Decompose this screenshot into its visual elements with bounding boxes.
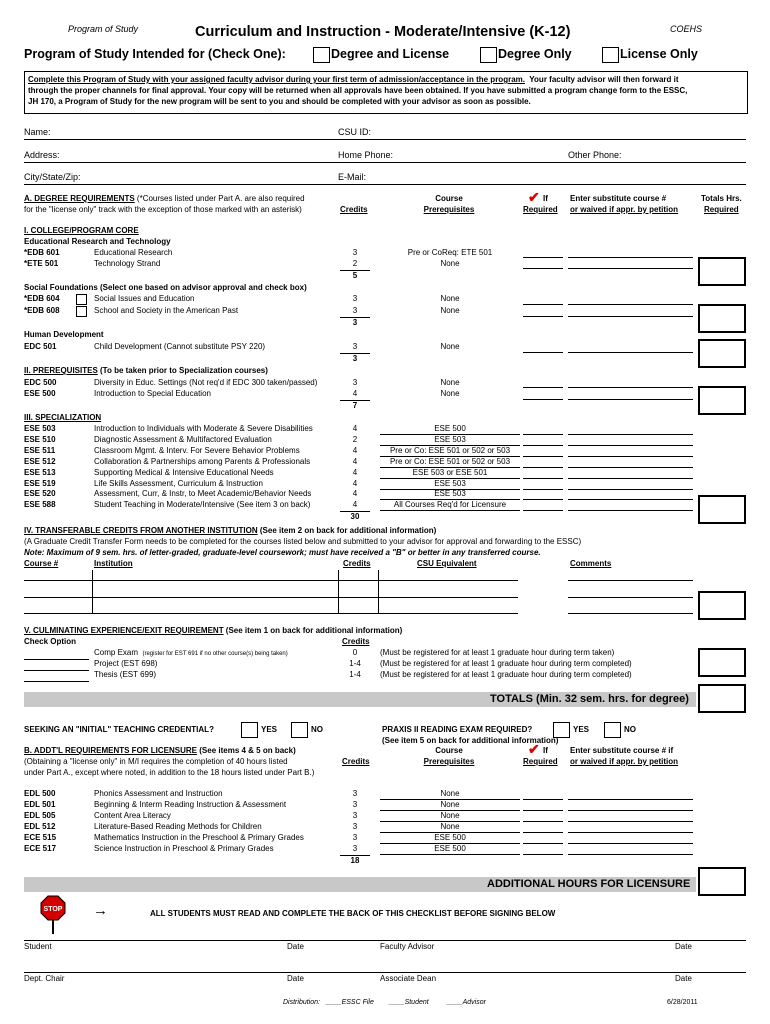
read-back-notice: ALL STUDENTS MUST READ AND COMPLETE THE BACK OF THIS CHECKLIST BEFORE SIGNING BELOW — [150, 909, 556, 918]
course-prereq: None — [380, 789, 520, 800]
if-required-field[interactable] — [523, 387, 563, 388]
transfer-comment-row[interactable] — [568, 580, 693, 581]
course-code: EDL 512 — [24, 821, 56, 831]
course-code: ESE 519 — [24, 478, 56, 488]
course-credits: 3 — [352, 843, 358, 853]
substitute-field[interactable] — [568, 478, 693, 479]
course-prereq: None — [440, 259, 460, 268]
course-code: ESE 520 — [24, 489, 56, 499]
college-label: COEHS — [670, 24, 703, 34]
course-code: EDC 501 — [24, 342, 57, 351]
address-label: Address: — [24, 150, 60, 160]
if-required-field[interactable] — [523, 854, 563, 855]
subtotal: 30 — [350, 512, 360, 521]
substitute-field[interactable] — [568, 387, 693, 388]
substitute-field[interactable] — [568, 399, 693, 400]
part-b-title: B. ADDT'L REQUIREMENTS FOR LICENSURE (See items 4 & 5 on back) — [24, 746, 296, 755]
section-3-title: III. SPECIALIZATION — [24, 413, 102, 422]
transfer-comments-header: Comments — [570, 559, 612, 568]
course-code: ESE 503 — [24, 424, 56, 433]
exit-credits: 0 — [352, 648, 358, 657]
course-credits: 4 — [352, 478, 358, 488]
course-credits: 4 — [352, 424, 358, 433]
course-prereq: ESE 503 — [380, 479, 520, 490]
additional-hours-label: ADDITIONAL HOURS FOR LICENSURE — [487, 878, 691, 890]
course-code: ECE 515 — [24, 832, 57, 842]
exit-credits: 1-4 — [349, 659, 361, 668]
course-prereq: Pre or Co: ESE 501 or 502 or 503 — [380, 446, 520, 457]
thesis-option: Thesis (EST 699) — [94, 670, 157, 679]
course-prereq: None — [440, 342, 460, 351]
totals-label: TOTALS (Min. 32 sem. hrs. for degree) — [490, 693, 689, 705]
stop-sign-text: STOP — [43, 906, 63, 913]
arrow-right-icon: → — [93, 902, 108, 919]
course-prereq: None — [440, 378, 460, 387]
course-credits: 4 — [352, 500, 358, 510]
course-prereq: ESE 500 — [380, 844, 520, 855]
instructions-line-1: Complete this Program of Study with your assigned faculty advisor during your first term of admission/acceptance in the program. Your faculty advisor will then forward it — [28, 75, 679, 84]
course-name: Introduction to Special Education — [94, 389, 211, 398]
credential-no-checkbox[interactable] — [291, 722, 308, 738]
total-hours-box[interactable] — [698, 386, 746, 415]
signature-line-1[interactable] — [24, 940, 746, 941]
revision-date: 6/28/2011 — [667, 999, 698, 1006]
subtotal: 3 — [352, 354, 358, 363]
substitute-field[interactable] — [568, 821, 693, 822]
grand-total-box[interactable] — [698, 684, 746, 713]
substitute-field[interactable] — [568, 489, 693, 490]
course-name: Introduction to Individuals with Moderate & Severe Disabilities — [94, 424, 313, 433]
course-code: ESE 500 — [24, 389, 56, 398]
course-code: ESE 511 — [24, 445, 56, 455]
transfer-grid-line — [378, 570, 379, 614]
course-credits: 3 — [352, 306, 358, 315]
stop-sign-icon — [40, 895, 66, 921]
course-name: School and Society in the American Past — [94, 306, 239, 315]
course-credits: 4 — [352, 389, 358, 398]
course-name: Classroom Mgmt. & Interv. For Severe Behavior Problems — [94, 445, 300, 455]
required-header: Required — [523, 757, 558, 766]
if-required-field[interactable] — [523, 810, 563, 811]
name-label: Name: — [24, 127, 51, 137]
if-required-field[interactable] — [523, 399, 563, 400]
course-code: EDL 501 — [24, 799, 56, 809]
course-name: Assessment, Curr, & Instr, to Meet Academic/Behavior Needs — [94, 489, 312, 499]
total-hours-box[interactable] — [698, 495, 746, 524]
chair-signature-label: Dept. Chair — [24, 974, 65, 983]
if-required-field[interactable] — [523, 499, 563, 500]
course-code: EDL 505 — [24, 810, 56, 820]
subtotal: 3 — [352, 318, 358, 327]
course-credits: 4 — [352, 467, 358, 477]
if-required-field[interactable] — [523, 352, 563, 353]
course-credits: 2 — [352, 259, 358, 268]
course-credits: 4 — [352, 456, 358, 466]
course-credits: 3 — [352, 832, 358, 842]
substitute-field[interactable] — [568, 352, 693, 353]
praxis-no-label: NO — [624, 725, 636, 734]
substitute-field[interactable] — [568, 456, 693, 457]
check-mark-icon: ✔ — [528, 741, 540, 757]
substitute-field[interactable] — [568, 499, 693, 500]
credential-yes-checkbox[interactable] — [241, 722, 258, 738]
if-required-field[interactable] — [523, 456, 563, 457]
exit-note: (Must be registered for at least 1 graduate hour during term completed) — [380, 670, 632, 679]
section-1-title: I. COLLEGE/PROGRAM CORE — [24, 226, 139, 235]
section-4-note: Note: Maximum of 9 sem. hrs. of letter-graded, graduate-level coursework; must have received a "B" or better in any transferred course. — [24, 548, 541, 557]
if-required-field[interactable] — [523, 304, 563, 305]
degree-only-checkbox[interactable] — [480, 47, 497, 63]
exit-note: (Must be registered for at least 1 graduate hour during term completed) — [380, 659, 632, 668]
substitute-field[interactable] — [568, 268, 693, 269]
project-option: Project (EST 698) — [94, 659, 158, 668]
part-a-heading: A. DEGREE REQUIREMENTS (*Courses listed under Part A. are also required — [24, 194, 305, 203]
exit-credits-header: Credits — [342, 637, 370, 646]
total-hours-box[interactable] — [698, 304, 746, 333]
course-prereq: ESE 503 or ESE 501 — [380, 468, 520, 479]
credential-yes-label: YES — [261, 725, 278, 734]
course-code: ESE 513 — [24, 467, 56, 477]
if-required-field[interactable] — [523, 832, 563, 833]
substitute-field[interactable] — [568, 843, 693, 844]
course-credits: 3 — [352, 821, 358, 831]
course-credits: 3 — [352, 799, 358, 809]
waived-header: or waived if appr. by petition — [570, 757, 679, 766]
comp-exam-check-field[interactable] — [24, 659, 89, 660]
waived-header: or waived if appr. by petition — [570, 205, 679, 214]
substitute-field[interactable] — [568, 257, 693, 258]
course-code: *EDB 601 — [24, 248, 60, 257]
substitute-field[interactable] — [568, 799, 693, 800]
substitute-field[interactable] — [568, 810, 693, 811]
substitute-field[interactable] — [568, 434, 693, 435]
course-prereq: None — [380, 800, 520, 811]
if-required-field[interactable] — [523, 257, 563, 258]
student-date-label: Date — [287, 942, 304, 951]
part-b-note-1: (Obtaining a "license only" in M/I requires the completion of 40 hours listed — [24, 757, 288, 766]
total-hours-box[interactable] — [698, 648, 746, 677]
totals-required-header: Required — [704, 205, 739, 214]
substitute-field[interactable] — [568, 854, 693, 855]
course-prereq: Pre or CoReq: ETE 501 — [407, 248, 493, 257]
course-credits: 3 — [352, 294, 358, 303]
required-header: Required — [523, 205, 558, 214]
student-signature-label: Student — [24, 942, 52, 951]
if-required-field[interactable] — [523, 821, 563, 822]
course-name: Technology Strand — [94, 259, 161, 268]
course-prereq: None — [380, 811, 520, 822]
course-prereq: ESE 503 — [380, 489, 520, 500]
human-development-title: Human Development — [24, 330, 104, 339]
course-credits: 4 — [352, 445, 358, 455]
totals-header: Totals Hrs. — [701, 194, 742, 203]
praxis-note: (See item 5 on back for additional information) — [382, 736, 559, 745]
course-name: Literature-Based Reading Methods for Children — [94, 821, 262, 831]
course-code: EDC 500 — [24, 378, 57, 387]
course-header: Course — [435, 194, 463, 203]
course-credits: 3 — [352, 248, 358, 257]
course-code: *EDB 604 — [24, 294, 60, 303]
section-4-title: IV. TRANSFERABLE CREDITS FROM ANOTHER INSTITUTION (See item 2 on back for additional information) — [24, 526, 437, 535]
transfer-grid-line — [338, 570, 339, 614]
course-name: Content Area Literacy — [94, 810, 171, 820]
course-credits: 3 — [352, 378, 358, 387]
substitute-field[interactable] — [568, 467, 693, 468]
course-code: ESE 588 — [24, 500, 56, 510]
if-required-field[interactable] — [523, 445, 563, 446]
course-name: Diagnostic Assessment & Multifactored Evaluation — [94, 434, 272, 444]
if-required-field[interactable] — [523, 434, 563, 435]
course-name: Mathematics Instruction in the Preschool & Primary Grades — [94, 832, 304, 842]
course-prereq: None — [440, 389, 460, 398]
dean-signature-label: Associate Dean — [380, 974, 437, 983]
course-credits: 3 — [352, 342, 358, 351]
praxis-question: PRAXIS II READING EXAM REQUIRED? — [382, 725, 533, 734]
part-a-note: for the "license only" track with the exception of those marked with an asterisk) — [24, 205, 302, 214]
subtotal: 5 — [352, 271, 358, 280]
transfer-row[interactable] — [24, 613, 518, 614]
thesis-check-field[interactable] — [24, 681, 89, 682]
credential-no-label: NO — [311, 725, 323, 734]
email-label: E-Mail: — [338, 172, 367, 182]
advisor-signature-label: Faculty Advisor — [380, 942, 435, 951]
course-prereq: None — [380, 822, 520, 833]
degree-and-license-checkbox[interactable] — [313, 47, 330, 63]
if-required-field[interactable] — [523, 268, 563, 269]
if-required-field[interactable] — [523, 799, 563, 800]
total-hours-box[interactable] — [698, 257, 746, 286]
home-phone-label: Home Phone: — [338, 150, 394, 160]
course-name: Beginning & Interm Reading Instruction & Assessment — [94, 799, 287, 809]
if-required-field[interactable] — [523, 510, 563, 511]
transfer-credits-header: Credits — [343, 559, 371, 568]
course-code: ECE 517 — [24, 843, 57, 853]
transfer-equivalent-header: CSU Equivalent — [417, 559, 477, 568]
exit-note: (Must be registered for at least 1 graduate hour during term taken) — [380, 648, 615, 657]
course-code: *ETE 501 — [24, 259, 59, 268]
course-name: Collaboration & Partnerships among Parents & Professionals — [94, 456, 311, 466]
additional-hours-box[interactable] — [698, 867, 746, 896]
course-credits: 2 — [352, 434, 358, 444]
course-code: EDL 500 — [24, 789, 56, 798]
substitute-field[interactable] — [568, 445, 693, 446]
substitute-field[interactable] — [568, 510, 693, 511]
intended-label: Program of Study Intended for (Check One): — [24, 47, 286, 61]
course-prereq: None — [440, 294, 460, 303]
course-name: Supporting Medical & Intensive Educational Needs — [94, 467, 274, 477]
course-code: ESE 512 — [24, 456, 56, 466]
distribution-essc: ____ESSC File — [326, 999, 374, 1006]
if-header: If — [543, 194, 548, 203]
distribution-student: ____Student — [389, 999, 429, 1006]
exit-credits: 1-4 — [349, 670, 361, 679]
transfer-row[interactable] — [24, 580, 518, 581]
substitute-field[interactable] — [568, 832, 693, 833]
city-label: City/State/Zip: — [24, 172, 81, 182]
if-required-field[interactable] — [523, 489, 563, 490]
substitute-header: Enter substitute course # if — [570, 746, 674, 755]
course-prereq: ESE 503 — [380, 435, 520, 446]
if-required-field[interactable] — [523, 478, 563, 479]
degree-and-license-label: Degree and License — [331, 47, 450, 61]
social-foundations-title: Social Foundations (Select one based on advisor approval and check box) — [24, 283, 307, 292]
distribution-label: Distribution: — [283, 999, 320, 1006]
course-prereq: All Courses Req'd for Licensure — [380, 500, 520, 511]
chair-date-label: Date — [287, 974, 304, 983]
credits-header: Credits — [340, 205, 368, 214]
subtotal: 7 — [352, 401, 358, 410]
transfer-institution-header: Institution — [94, 559, 133, 568]
if-required-field[interactable] — [523, 316, 563, 317]
course-credits: 3 — [352, 810, 358, 820]
transfer-course-header: Course # — [24, 559, 59, 568]
program-of-study-label: Program of Study — [68, 24, 139, 34]
project-check-field[interactable] — [24, 670, 89, 671]
page-title: Curriculum and Instruction - Moderate/Intensive (K-12) — [195, 24, 571, 40]
name-field[interactable] — [24, 139, 746, 140]
distribution-advisor: ____Advisor — [447, 999, 486, 1006]
csu-id-label: CSU ID: — [338, 127, 372, 137]
substitute-field[interactable] — [568, 304, 693, 305]
edb-604-checkbox[interactable] — [76, 294, 87, 305]
section-2-title: II. PREREQUISITES (To be taken prior to Specialization courses) — [24, 366, 268, 375]
section-5-title: V. CULMINATING EXPERIENCE/EXIT REQUIREMENT (See item 1 on back for additional information) — [24, 626, 403, 635]
course-header: Course — [435, 746, 463, 755]
course-credits: 4 — [352, 489, 358, 499]
course-name: Student Teaching in Moderate/Intensive (See item 3 on back) — [94, 500, 311, 510]
credits-header: Credits — [342, 757, 370, 766]
course-code: *EDB 608 — [24, 306, 60, 315]
course-name: Child Development (Cannot substitute PSY 220) — [94, 342, 266, 351]
other-phone-label: Other Phone: — [568, 150, 622, 160]
license-only-label: License Only — [620, 47, 698, 61]
course-prereq: Pre or Co: ESE 501 or 502 or 503 — [380, 457, 520, 468]
instructions-line-2: through the proper channels for final approval. Your copy will be returned when all approvals have been obtained. If you have submitted a program change form to the ESSC, — [28, 86, 688, 95]
transfer-grid-line — [92, 570, 93, 614]
course-credits: 3 — [352, 789, 358, 798]
edb-608-checkbox[interactable] — [76, 306, 87, 317]
course-name: Diversity in Educ. Settings (Not req'd if EDC 300 taken/passed) — [94, 378, 318, 387]
course-prereq: ESE 500 — [380, 424, 520, 435]
total-hours-box[interactable] — [698, 339, 746, 368]
comp-exam-option: Comp Exam (register for EST 691 if no other course(s) being taken) — [94, 648, 288, 657]
course-name: Science Instruction in Preschool & Primary Grades — [94, 843, 274, 853]
check-option-header: Check Option — [24, 637, 77, 646]
substitute-header: Enter substitute course # — [570, 194, 667, 203]
city-field[interactable] — [24, 184, 746, 185]
praxis-no-checkbox[interactable] — [604, 722, 621, 738]
transfer-row[interactable] — [24, 597, 518, 598]
praxis-yes-label: YES — [573, 725, 590, 734]
course-name: Life Skills Assessment, Curriculum & Instruction — [94, 478, 263, 488]
credential-question: SEEKING AN "INITIAL" TEACHING CREDENTIAL? — [24, 725, 214, 734]
transfer-comment-row[interactable] — [568, 613, 693, 614]
substitute-field[interactable] — [568, 316, 693, 317]
subtotal: 18 — [350, 856, 360, 865]
transfer-comment-row[interactable] — [568, 597, 693, 598]
course-prereq: None — [440, 306, 460, 315]
advisor-date-label: Date — [675, 942, 692, 951]
course-name: Social Issues and Education — [94, 294, 195, 303]
check-mark-icon: ✔ — [528, 189, 540, 205]
section-1-subtitle: Educational Research and Technology — [24, 237, 171, 246]
course-name: Educational Research — [94, 248, 173, 257]
degree-only-label: Degree Only — [498, 47, 572, 61]
instructions-line-3: JH 170, a Program of Study for the new program will be sent to you and should be completed with your advisor as soon as possible. — [28, 97, 531, 106]
address-field[interactable] — [24, 162, 746, 163]
part-b-note-2: under Part A., except where noted, in addition to the 18 hours listed under Part B.) — [24, 768, 315, 777]
dean-date-label: Date — [675, 974, 692, 983]
license-only-checkbox[interactable] — [602, 47, 619, 63]
course-prereq: ESE 500 — [380, 833, 520, 844]
course-name: Phonics Assessment and Instruction — [94, 789, 223, 798]
course-code: ESE 510 — [24, 434, 56, 444]
if-required-field[interactable] — [523, 467, 563, 468]
signature-line-2[interactable] — [24, 972, 746, 973]
prereq-header: Prerequisites — [423, 205, 475, 214]
prereq-header: Prerequisites — [423, 757, 475, 766]
stop-sign-post — [52, 920, 54, 934]
total-hours-box[interactable] — [698, 591, 746, 620]
section-4-instruction: (A Graduate Credit Transfer Form needs to be completed for the courses listed below and submitted to your advisor for approval and forwarding to the ESSC) — [24, 537, 582, 546]
if-header: If — [543, 746, 548, 755]
if-required-field[interactable] — [523, 843, 563, 844]
